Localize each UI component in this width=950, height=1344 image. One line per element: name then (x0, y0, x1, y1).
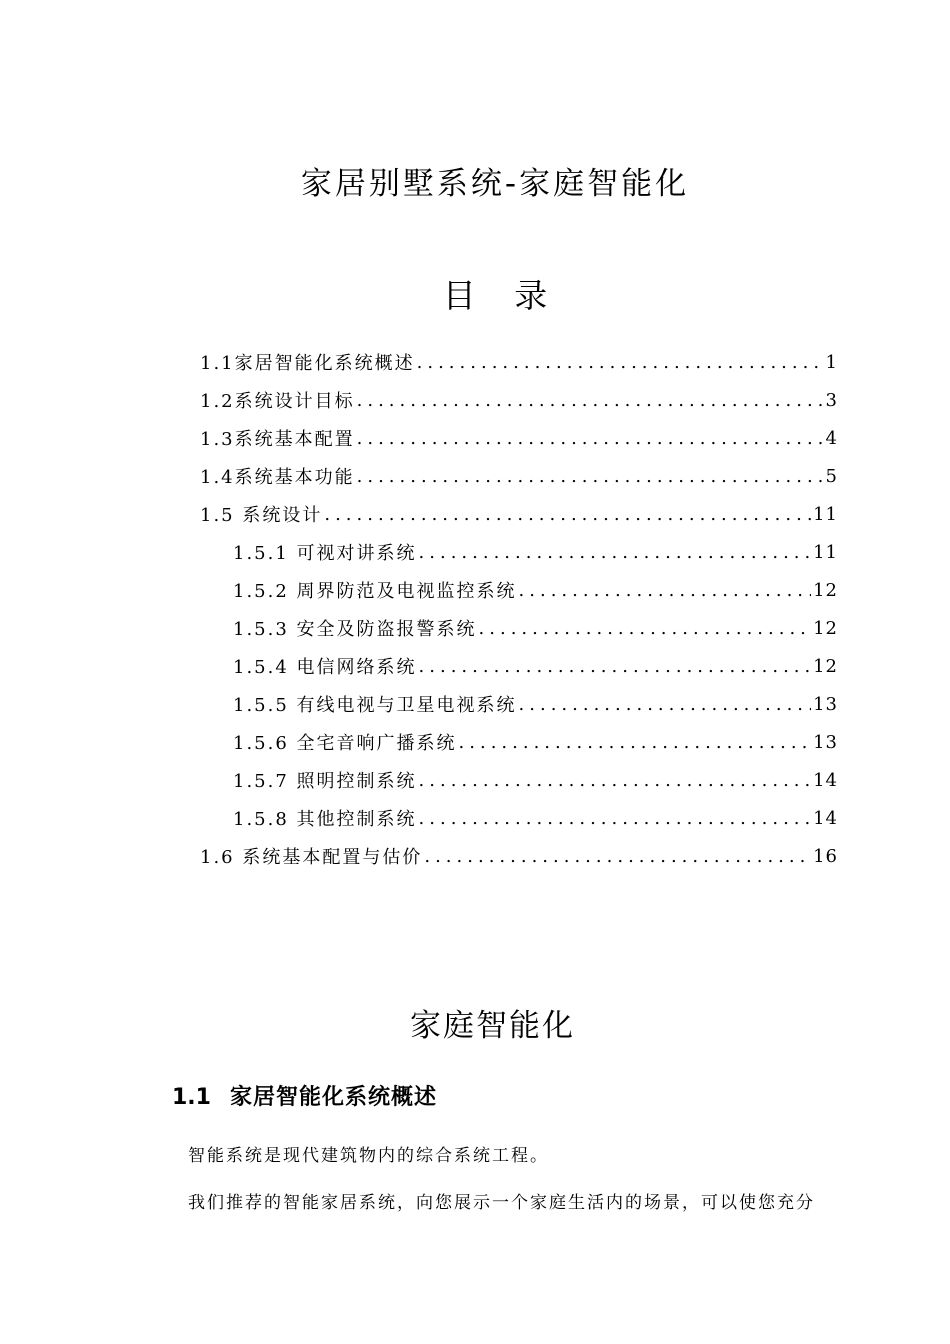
toc-entry-page: 3 (825, 389, 838, 411)
paragraph: 我们推荐的智能家居系统，向您展示一个家庭生活内的场景，可以使您充分 (188, 1193, 815, 1213)
toc-leader-dots (357, 390, 824, 411)
toc-entry-label: 1.1家居智能化系统概述 (200, 353, 415, 374)
subsection-title: 家居智能化系统概述 (230, 1085, 438, 1110)
toc-leader-dots (324, 504, 811, 525)
toc-entry-page: 4 (825, 427, 838, 449)
toc-entry[interactable] (233, 571, 838, 609)
toc-leader-dots (459, 732, 812, 753)
subsection-number: 1.1 (172, 1085, 211, 1110)
toc-entry-page: 11 (813, 541, 838, 563)
toc-entry[interactable] (233, 723, 838, 761)
toc-entry-label: 1.5.8 其他控制系统 (233, 809, 417, 830)
paragraph: 智能系统是现代建筑物内的综合系统工程。 (188, 1146, 549, 1166)
toc-leader-dots (424, 846, 811, 867)
toc-entry[interactable] (233, 533, 838, 571)
toc-leader-dots (419, 808, 812, 829)
toc-entry-page: 12 (813, 617, 838, 639)
toc-leader-dots (419, 542, 812, 563)
toc-entry-page: 14 (813, 807, 838, 829)
toc-entry[interactable] (200, 343, 838, 381)
toc-entry-label: 1.5 系统设计 (200, 505, 323, 526)
toc-entry-page: 12 (813, 655, 838, 677)
toc-entry-label: 1.5.6 全宅音响广播系统 (233, 733, 457, 754)
toc-entry[interactable] (200, 419, 838, 457)
toc-entry[interactable] (233, 799, 838, 837)
toc-entry-label: 1.5.3 安全及防盗报警系统 (233, 619, 477, 640)
toc-leader-dots (357, 428, 824, 449)
toc-entry-label: 1.2系统设计目标 (200, 391, 355, 412)
toc-leader-dots (419, 770, 812, 791)
toc-entry-page: 13 (813, 693, 838, 715)
toc-entry-label: 1.5.4 电信网络系统 (233, 657, 417, 678)
document-title: 家居别墅系统-家庭智能化 (300, 166, 690, 202)
toc-entry-page: 11 (813, 503, 838, 525)
toc-leader-dots (357, 466, 824, 487)
toc-entry-label: 1.5.7 照明控制系统 (233, 771, 417, 792)
toc-entry[interactable] (233, 647, 838, 685)
toc-entry[interactable] (233, 609, 838, 647)
toc-entry-label: 1.5.2 周界防范及电视监控系统 (233, 581, 517, 602)
toc-entry-page: 16 (813, 845, 838, 867)
toc-entry-label: 1.6 系统基本配置与估价 (200, 847, 423, 868)
toc-leader-dots (519, 694, 812, 715)
toc-entry[interactable] (200, 837, 838, 875)
toc-entry-label: 1.5.1 可视对讲系统 (233, 543, 417, 564)
toc-leader-dots (479, 618, 812, 639)
subsection-heading (172, 1080, 437, 1111)
toc-entry[interactable] (200, 495, 838, 533)
toc-entry-label: 1.5.5 有线电视与卫星电视系统 (233, 695, 517, 716)
toc-entry[interactable] (233, 761, 838, 799)
toc-heading: 目 录 (442, 276, 548, 315)
toc-entry-page: 13 (813, 731, 838, 753)
toc-entry-page: 1 (825, 351, 838, 373)
toc-leader-dots (419, 656, 812, 677)
toc-entry-page: 12 (813, 579, 838, 601)
toc-entry-label: 1.3系统基本配置 (200, 429, 355, 450)
toc-entry-page: 5 (825, 465, 838, 487)
toc-entry-label: 1.4系统基本功能 (200, 467, 355, 488)
toc-entry[interactable] (200, 381, 838, 419)
toc-entry[interactable] (233, 685, 838, 723)
toc-leader-dots (519, 580, 812, 601)
toc-leader-dots (417, 352, 824, 373)
toc-entry[interactable] (200, 457, 838, 495)
section-title: 家庭智能化 (410, 1008, 575, 1044)
toc-entry-page: 14 (813, 769, 838, 791)
